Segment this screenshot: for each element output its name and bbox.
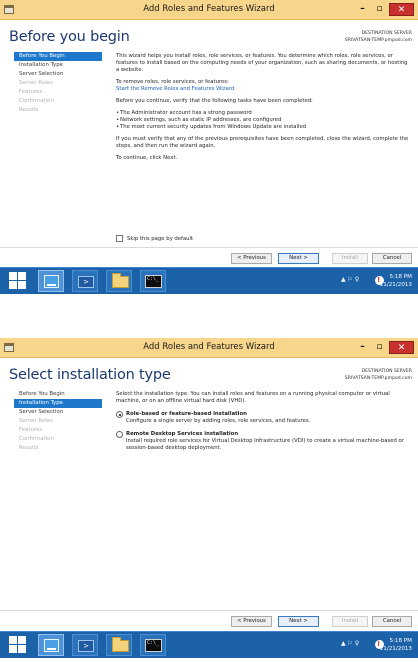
close-button[interactable]: ✕ xyxy=(389,3,414,16)
tray-icons[interactable]: ▲ ⚐ ♀ xyxy=(341,276,360,283)
taskbar-server-manager[interactable] xyxy=(38,634,64,656)
wizard-steps xyxy=(14,52,102,115)
start-button[interactable] xyxy=(8,634,27,656)
taskbar xyxy=(0,267,418,294)
destination-server xyxy=(345,30,412,44)
skip-page-label: Skip this page by default xyxy=(127,235,194,242)
system-clock[interactable] xyxy=(380,637,412,653)
step-before-you-begin[interactable]: Before You Begin xyxy=(14,52,102,61)
destination-label: DESTINATION SERVER xyxy=(361,31,412,36)
list-item: • The Administrator account has a strong password xyxy=(116,110,410,117)
command-prompt-icon: C:\_ xyxy=(145,639,162,652)
windows-logo-icon xyxy=(9,636,17,644)
next-button[interactable]: Next > xyxy=(278,253,319,264)
windows-logo-icon xyxy=(18,645,26,653)
windows-logo-icon xyxy=(18,636,26,644)
skip-page-checkbox[interactable] xyxy=(116,235,123,242)
intro-text: Select the installation type. You can install roles and features on a running physical computer or virtual machine, or on an offline virtual hard disk (VHD). xyxy=(116,391,390,404)
start-button[interactable] xyxy=(8,270,27,292)
taskbar-powershell[interactable] xyxy=(72,634,98,656)
cancel-button[interactable]: Cancel xyxy=(372,616,412,627)
wizard-window-before-you-begin xyxy=(0,0,418,320)
step-results: Results xyxy=(19,445,39,451)
remove-text: To remove roles, role services, or features: xyxy=(116,79,229,85)
option-description: Configure a single server by adding roles, role services, and features. xyxy=(126,418,311,424)
system-clock[interactable] xyxy=(380,273,412,289)
previous-button[interactable]: < Previous xyxy=(231,253,272,264)
intro-text: This wizard helps you install roles, role services, or features. You determine which roles, role services, or features to install based on the computing needs of your organization, such as sharing documents, or hosting a website. xyxy=(116,53,408,73)
prereq-text: If you must verify that any of the previous prerequisites have been completed, close the wizard, complete the steps, and then run the wizard again. xyxy=(116,136,409,149)
windows-logo-icon xyxy=(18,281,26,289)
skip-page-option[interactable] xyxy=(116,235,193,242)
install-button[interactable]: Install xyxy=(332,616,368,627)
maximize-button[interactable]: ▫ xyxy=(376,342,383,352)
wizard-steps xyxy=(14,390,102,453)
command-prompt-icon: C:\_ xyxy=(145,275,162,288)
windows-logo-icon xyxy=(9,645,17,653)
folder-icon xyxy=(112,276,129,288)
windows-logo-icon xyxy=(9,272,17,280)
step-installation-type[interactable]: Installation Type xyxy=(14,399,102,408)
minimize-button[interactable]: – xyxy=(360,4,365,14)
continue-text: To continue, click Next. xyxy=(116,155,178,161)
taskbar-cmd[interactable] xyxy=(140,634,166,656)
wizard-window-installation-type xyxy=(0,338,418,662)
option-title: Role-based or feature-based installation xyxy=(126,411,247,417)
remove-wizard-link[interactable]: Start the Remove Roles and Features Wizard xyxy=(116,86,235,92)
server-manager-icon xyxy=(44,275,59,288)
wizard-content xyxy=(116,391,410,452)
powershell-icon: > xyxy=(78,276,94,288)
prerequisite-list xyxy=(116,110,410,131)
powershell-icon: > xyxy=(78,640,94,652)
step-confirmation: Confirmation xyxy=(19,98,54,104)
title-bar[interactable] xyxy=(0,0,418,20)
maximize-button[interactable]: ▫ xyxy=(376,4,383,14)
close-button[interactable]: ✕ xyxy=(389,341,414,354)
step-server-selection[interactable]: Server Selection xyxy=(19,71,64,77)
clock-time: 5:18 PM xyxy=(389,274,412,280)
option-role-based[interactable] xyxy=(116,411,410,425)
step-features: Features xyxy=(19,427,43,433)
server-manager-icon xyxy=(44,639,59,652)
cancel-button[interactable]: Cancel xyxy=(372,253,412,264)
title-bar[interactable] xyxy=(0,338,418,358)
taskbar xyxy=(0,631,418,658)
taskbar-powershell[interactable] xyxy=(72,270,98,292)
option-description: Install required role services for Virtual Desktop Infrastructure (VDI) to create a virtual machine-based or session-based desktop deployment. xyxy=(126,438,404,451)
destination-server-name: SRIVATSAN-TEMP.pmpod.com xyxy=(344,376,412,381)
step-server-roles: Server Roles xyxy=(19,80,53,86)
page-title: Select installation type xyxy=(9,367,171,383)
step-confirmation: Confirmation xyxy=(19,436,54,442)
folder-icon xyxy=(112,640,129,652)
wizard-content xyxy=(116,53,410,167)
install-button[interactable]: Install xyxy=(332,253,368,264)
tray-icons[interactable]: ▲ ⚐ ♀ xyxy=(341,640,360,647)
option-remote-desktop[interactable] xyxy=(116,431,410,452)
taskbar-explorer[interactable] xyxy=(106,634,132,656)
step-results: Results xyxy=(19,107,39,113)
verify-text: Before you continue, verify that the following tasks have been completed: xyxy=(116,98,313,104)
step-before-you-begin[interactable]: Before You Begin xyxy=(19,391,65,397)
clock-date: 11/21/2013 xyxy=(379,646,412,652)
page-title: Before you begin xyxy=(9,29,130,45)
step-installation-type[interactable]: Installation Type xyxy=(19,62,63,68)
step-server-roles: Server Roles xyxy=(19,418,53,424)
previous-button[interactable]: < Previous xyxy=(231,616,272,627)
footer-divider xyxy=(0,610,418,611)
windows-logo-icon xyxy=(18,272,26,280)
clock-time: 5:18 PM xyxy=(389,638,412,644)
footer-divider xyxy=(0,247,418,248)
list-item: • Network settings, such as static IP addresses, are configured xyxy=(116,117,410,124)
window-title: Add Roles and Features Wizard xyxy=(143,342,275,352)
destination-server-name: SRIVATSAN-TEMP.pmpod.com xyxy=(344,38,412,43)
destination-label: DESTINATION SERVER xyxy=(361,369,412,374)
minimize-button[interactable]: – xyxy=(360,342,365,352)
clock-date: 11/21/2013 xyxy=(379,282,412,288)
remote-desktop-radio[interactable] xyxy=(116,431,123,438)
taskbar-server-manager[interactable] xyxy=(38,270,64,292)
option-title: Remote Desktop Services installation xyxy=(126,431,239,437)
taskbar-cmd[interactable] xyxy=(140,270,166,292)
step-server-selection[interactable]: Server Selection xyxy=(19,409,64,415)
step-features: Features xyxy=(19,89,43,95)
next-button[interactable]: Next > xyxy=(278,616,319,627)
destination-server xyxy=(345,368,412,382)
taskbar-explorer[interactable] xyxy=(106,270,132,292)
list-item: • The most current security updates from Windows Update are installed xyxy=(116,124,410,131)
windows-logo-icon xyxy=(9,281,17,289)
role-based-radio[interactable] xyxy=(116,411,123,418)
window-title: Add Roles and Features Wizard xyxy=(143,4,275,14)
